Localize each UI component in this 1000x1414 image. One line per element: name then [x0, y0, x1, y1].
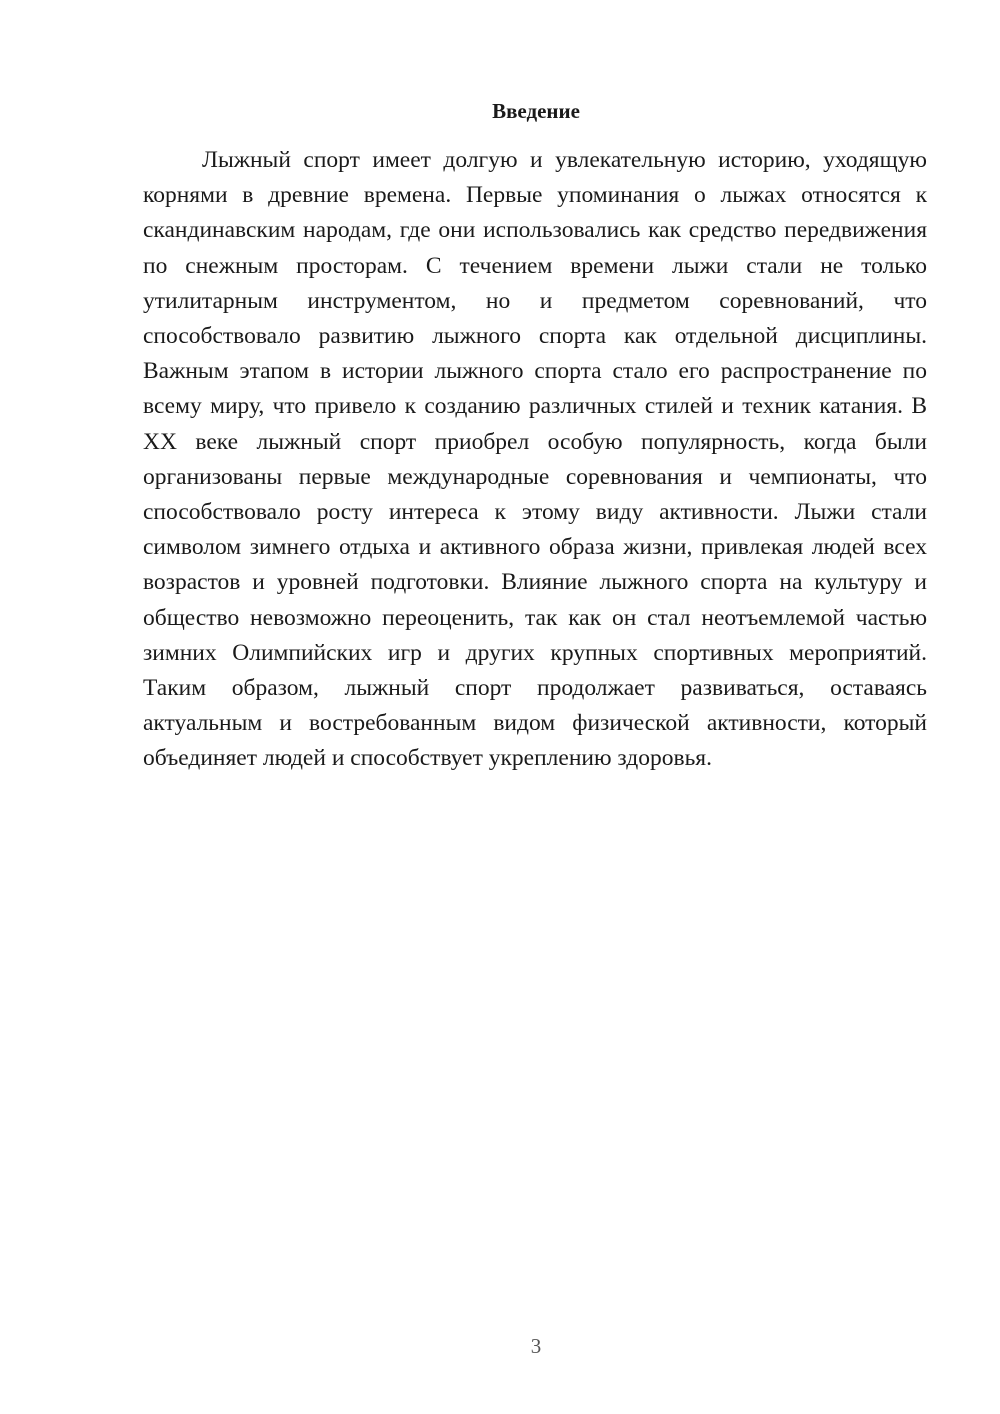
page-number: 3: [530, 1334, 542, 1358]
section-heading: Введение: [492, 99, 580, 123]
body-paragraph: Лыжный спорт имеет долгую и увлекательную историю, уходящую корнями в древние времена. Первые упоминания о лыжах относятся к скандинавским народам, где они использовались как средство передвижения по снежным просторам. С течением времени лыжи стали не только утилитарным инструментом, но и предметом соревнований, что способствовало развитию лыжного спорта как отдельной дисциплины. Важным этапом в истории лыжного спорта стало его распространение по всему миру, что привело к созданию различных стилей и техник катания. В XX веке лыжный спорт приобрел особую популярность, когда были организованы первые международные соревнования и чемпионаты, что способствовало росту интереса к этому виду активности. Лыжи стали символом зимнего отдыха и активного образа жизни, привлекая людей всех возрастов и уровней подготовки. Влияние лыжного спорта на культуру и общество невозможно переоценить, так как он стал неотъемлемой частью зимних Олимпийских игр и других крупных спортивных мероприятий. Таким образом, лыжный спорт продолжает развиваться, оставаясь актуальным и востребованным видом физической активности, который объединяет людей и способствует укреплению здоровья.: [143, 147, 927, 772]
